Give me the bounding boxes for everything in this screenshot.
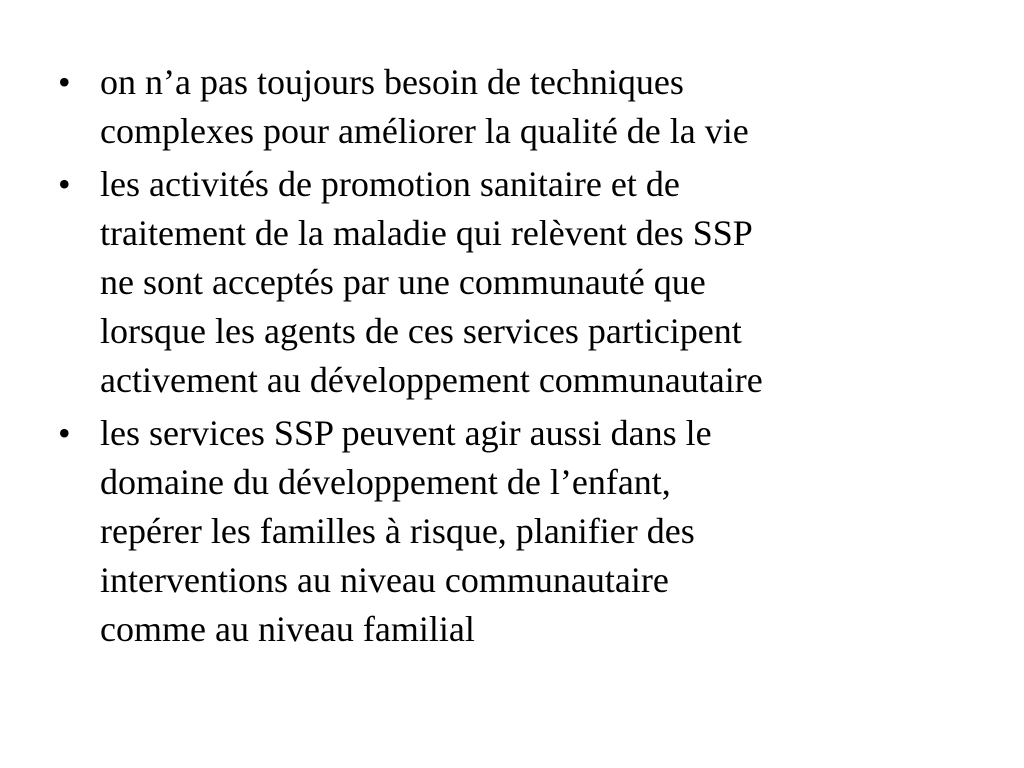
bullet-text-line: comme au niveau familial bbox=[100, 609, 475, 649]
bullet-text-line: les activités de promotion sanitaire et de bbox=[100, 164, 680, 204]
bullet-icon: • bbox=[58, 413, 71, 453]
bullet-icon: • bbox=[58, 62, 71, 102]
bullet-text-line: traitement de la maladie qui relèvent des SSP bbox=[100, 213, 753, 253]
bullet-item-1 bbox=[58, 58, 958, 156]
bullet-item-2 bbox=[58, 160, 958, 405]
bullet-text-line: interventions au niveau communautaire bbox=[100, 560, 669, 600]
bullet-text-line: les services SSP peuvent agir aussi dans le bbox=[100, 413, 712, 453]
bullet-text-line: repérer les familles à risque, planifier des bbox=[100, 511, 695, 551]
bullet-list bbox=[58, 58, 958, 658]
bullet-icon: • bbox=[58, 164, 71, 204]
bullet-text-line: domaine du développement de l’enfant, bbox=[100, 462, 671, 502]
bullet-text-line: ne sont acceptés par une communauté que bbox=[100, 262, 706, 302]
bullet-item-3 bbox=[58, 409, 958, 654]
bullet-text-line: lorsque les agents de ces services participent bbox=[100, 311, 742, 351]
bullet-text-line: on n’a pas toujours besoin de techniques bbox=[100, 62, 684, 102]
bullet-text-line: activement au développement communautaire bbox=[100, 360, 763, 400]
bullet-text-line: complexes pour améliorer la qualité de la vie bbox=[100, 111, 749, 151]
